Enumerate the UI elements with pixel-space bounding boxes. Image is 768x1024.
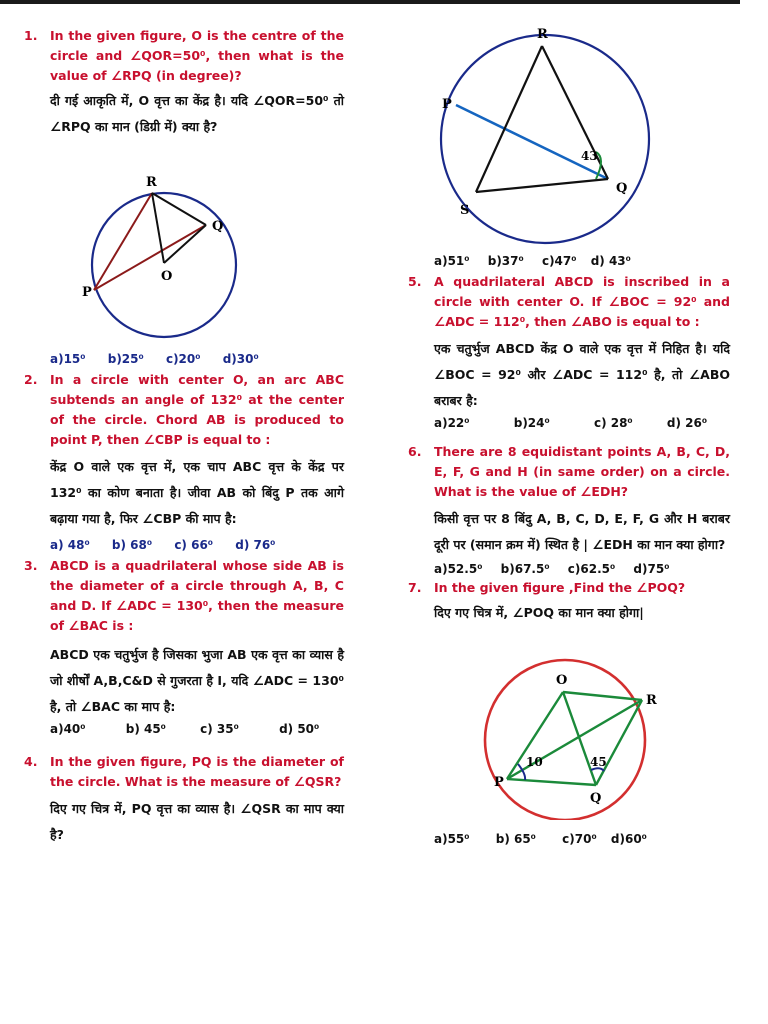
question-text-english: ABCD is a quadrilateral whose side AB is the diameter of a circle through A, B, C and D. If ∠ADC = 130⁰, then the measure of ∠BAC is :	[50, 558, 344, 633]
q2-options	[50, 538, 344, 552]
option-a: a)40⁰	[50, 722, 86, 736]
question-number: 5.	[408, 274, 422, 289]
q1-circle-figure	[24, 150, 324, 350]
label-r: R	[537, 27, 548, 42]
diameter-pq	[456, 105, 608, 179]
angle-label: 43	[581, 149, 598, 163]
label-r: R	[646, 693, 657, 708]
label-q: Q	[616, 181, 628, 196]
question-2	[24, 370, 344, 552]
label-s: S	[460, 203, 470, 218]
option-d: d) 76⁰	[235, 538, 276, 552]
question-text-english: In the given figure ,Find the ∠POQ?	[434, 580, 686, 595]
option-a: a) 48⁰	[50, 538, 90, 552]
option-b: b) 65⁰	[495, 832, 536, 846]
option-d: d) 26⁰	[666, 416, 708, 430]
option-d: d)75⁰	[633, 562, 670, 576]
label-o: O	[161, 269, 173, 284]
chord-rq	[152, 193, 206, 225]
question-text-hindi: किसी वृत्त पर 8 बिंदु A, B, C, D, E, F, G और H बराबर दूरी पर (समान क्रम में) स्थित है | ∠EDH का मान क्या होगा?	[434, 511, 730, 552]
question-text-hindi: दिए गए चित्र में, ∠POQ का मान क्या होगा|	[434, 605, 644, 620]
question-5	[408, 272, 730, 430]
question-text-hindi: ABCD एक चतुर्भुज है जिसका भुजा AB एक वृत्त का व्यास है जो शीर्षों A,B,C&D से गुजरता है I, यदि ∠ADC = 130⁰ है, तो ∠BAC का माप है:	[50, 647, 344, 714]
question-number: 2.	[24, 372, 38, 387]
q1-options	[50, 352, 344, 366]
question-text-english: There are 8 equidistant points A, B, C, D, E, F, G and H (in same order) on a circle. What is the value of ∠EDH?	[434, 444, 730, 499]
option-b: b)24⁰	[513, 416, 550, 430]
question-text-english: In the given figure, PQ is the diameter of the circle. What is the measure of ∠QSR?	[50, 754, 344, 789]
label-p: P	[494, 775, 504, 790]
question-text-english: A quadrilateral ABCD is inscribed in a circle with center O. If ∠BOC = 92⁰ and ∠ADC = 112⁰, then ∠ABO is equal to :	[434, 274, 730, 329]
option-a: a)55⁰	[434, 832, 470, 846]
option-a: a)22⁰	[434, 416, 470, 430]
label-q: Q	[590, 791, 602, 806]
question-7	[408, 578, 730, 846]
radius-oq	[563, 692, 596, 785]
label-q: Q	[212, 219, 224, 234]
q7-options	[434, 832, 730, 846]
option-b: b) 45⁰	[125, 722, 166, 736]
question-number: 4.	[24, 754, 38, 769]
option-c: c)62.5⁰	[567, 562, 616, 576]
question-text-hindi: दिए गए चित्र में, PQ वृत्त का व्यास है। ∠QSR का माप क्या है?	[50, 801, 344, 842]
label-p: P	[442, 97, 452, 112]
chord-rp	[94, 193, 152, 290]
label-r: R	[146, 175, 157, 190]
option-c: c)70⁰	[562, 832, 597, 846]
q4-options	[434, 254, 730, 268]
top-border	[0, 0, 740, 4]
q6-options	[434, 562, 730, 576]
option-a: a)52.5⁰	[434, 562, 483, 576]
question-1	[24, 26, 344, 366]
radius-oq	[164, 225, 206, 263]
question-number: 7.	[408, 580, 422, 595]
circle	[92, 193, 236, 337]
question-text-hindi: एक चतुर्भुज ABCD केंद्र O वाले एक वृत्त में निहित है। यदि ∠BOC = 92⁰ और ∠ADC = 112⁰ है, तो ∠ABO बराबर है:	[434, 341, 730, 408]
label-p: P	[82, 285, 92, 300]
option-a: a)15⁰	[50, 352, 86, 366]
option-b: b)25⁰	[107, 352, 144, 366]
q3-options	[50, 722, 344, 736]
option-c: c)20⁰	[165, 352, 201, 366]
question-6	[408, 442, 730, 576]
question-text-english: In the given figure, O is the centre of the circle and ∠QOR=50⁰, then what is the value of ∠RPQ (in degree)?	[50, 28, 344, 83]
angle-label-45: 45	[590, 755, 607, 769]
option-b: b)37⁰	[487, 254, 524, 268]
option-d: d)30⁰	[222, 352, 259, 366]
circle	[441, 35, 649, 243]
question-number: 3.	[24, 558, 38, 573]
option-b: b)67.5⁰	[500, 562, 550, 576]
q4-circle-figure	[398, 22, 720, 252]
angle-label-10: 10	[526, 755, 543, 769]
option-c: c) 35⁰	[200, 722, 239, 736]
question-number: 6.	[408, 444, 422, 459]
question-4	[24, 752, 344, 848]
option-d: d) 50⁰	[279, 722, 320, 736]
option-d: d) 43⁰	[590, 254, 631, 268]
option-b: b) 68⁰	[111, 538, 153, 552]
label-o: O	[556, 673, 568, 688]
question-text-english: In a circle with center O, an arc ABC subtends an angle of 132⁰ at the center of the circle. Chord AB is produced to point P, then ∠CBP is equal to :	[50, 372, 344, 447]
option-c: c) 28⁰	[593, 416, 633, 430]
question-text-hindi: केंद्र O वाले एक वृत्त में, एक चाप ABC वृत्त के केंद्र पर 132⁰ का कोण बनाता है। जीवा AB को बिंदु P तक आगे बढ़ाया गया है, फिर ∠CBP की माप है:	[50, 459, 344, 526]
question-text-hindi: दी गई आकृति में, O वृत्त का केंद्र है। यदि ∠QOR=50⁰ तो ∠RPQ का मान (डिग्री में) क्या है?	[50, 93, 344, 134]
question-3	[24, 556, 344, 736]
right-column	[408, 26, 730, 846]
chord-rq	[542, 46, 608, 179]
question-number: 1.	[24, 28, 38, 43]
option-c: c)47⁰	[541, 254, 577, 268]
chord-sq	[476, 179, 608, 192]
chord-pq	[507, 779, 596, 785]
q5-options	[434, 416, 730, 430]
option-c: c) 66⁰	[174, 538, 214, 552]
chord-pq	[94, 225, 206, 290]
left-column	[24, 26, 344, 848]
option-d: d)60⁰	[610, 832, 647, 846]
q7-circle-figure	[408, 630, 730, 820]
option-a: a)51⁰	[434, 254, 470, 268]
